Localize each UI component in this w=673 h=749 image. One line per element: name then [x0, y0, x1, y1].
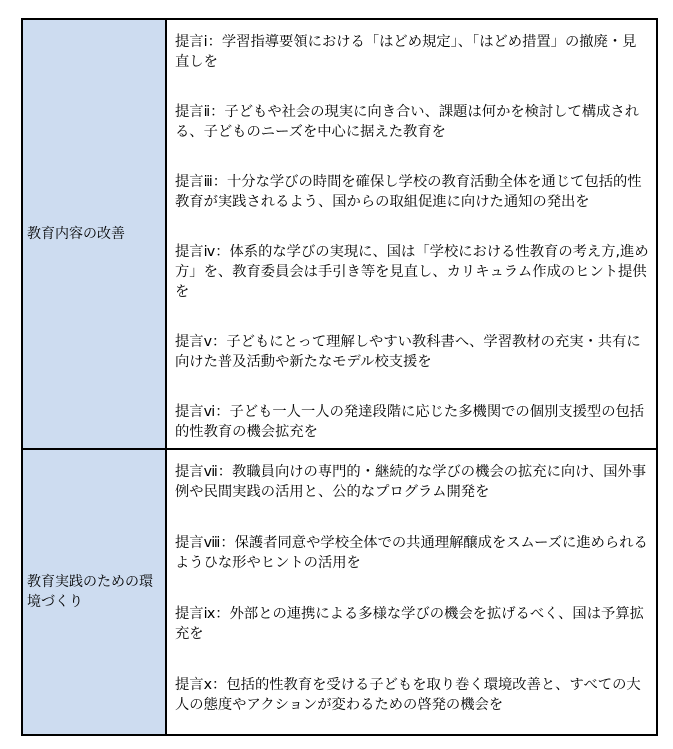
proposal-text: 提言ⅰ：学習指導要領における「はどめ規定」、「はどめ措置」の撤廃・見直しを — [175, 34, 637, 70]
proposal-text: 提言ⅹ：包括的性教育を受ける子どもを取り巻く環境改善と、すべての大人の態度やアクションが変わるための啓発の機会を — [175, 677, 641, 713]
proposal-text: 提言ⅶ：教職員向けの専門的・継続的な学びの機会の拡充に向け、国外事例や民間実践の活用と、公的なプログラム開発を — [175, 464, 647, 500]
proposal-text: 提言ⅷ：保護者同意や学校全体での共通理解醸成をスムーズに進められるようひな形やヒントの活用を — [175, 535, 648, 571]
category-cell — [22, 19, 166, 449]
proposal-text: 提言ⅴ：子どもにとって理解しやすい教科書へ、学習教材の充実・共有に向けた普及活動や新たなモデル校支援を — [175, 334, 641, 370]
table-row — [22, 19, 657, 449]
table-row — [22, 449, 657, 735]
proposal-text: 提言ⅵ：子ども一人一人の発達段階に応じた多機関での個別支援型の包括的性教育の機会拡充を — [175, 404, 645, 440]
proposal-text: 提言ⅲ：十分な学びの時間を確保し学校の教育活動全体を通じて包括的性教育が実践されるよう、国からの取組促進に向けた通知の発出を — [175, 174, 642, 210]
proposals-cell — [166, 19, 657, 449]
proposal-text: 提言ⅳ：体系的な学びの実現に、国は「学校における性教育の考え方,進め方」を、教育委員会は手引き等を見直し、カリキュラム作成のヒント提供を — [175, 244, 649, 300]
proposal-text: 提言ⅸ：外部との連携による多様な学びの機会を拡げるべく、国は予算拡充を — [175, 606, 644, 642]
category-label: 教育内容の改善 — [27, 226, 125, 242]
category-cell — [22, 449, 166, 735]
category-label: 教育実践のための環境づくり — [27, 574, 153, 610]
proposals-table — [21, 18, 658, 736]
proposals-cell — [166, 449, 657, 735]
proposal-text: 提言ⅱ：子どもや社会の現実に向き合い、課題は何かを検討して構成される、子どものニーズを中心に据えた教育を — [175, 104, 640, 140]
